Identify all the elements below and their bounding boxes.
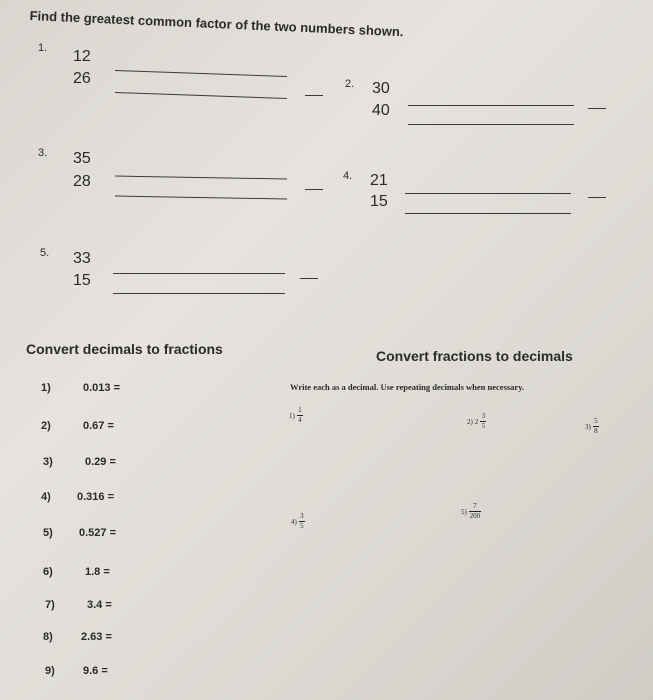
fraction-item-3	[585, 418, 599, 435]
equals-sign: =	[107, 491, 115, 503]
fraction-item-4	[291, 513, 305, 530]
denominator: 4	[298, 416, 302, 424]
decimal-value: 9.6	[83, 665, 99, 677]
fractions-instruction: Write each as a decimal. Use repeating decimals when necessary.	[290, 382, 525, 392]
problem-3-label: 3.	[38, 147, 48, 159]
fraction	[593, 418, 599, 435]
equals-sign: =	[103, 566, 110, 578]
decimal-label: 1)	[41, 382, 51, 394]
decimal-item-7	[45, 599, 112, 611]
problem-2-label: 2.	[345, 78, 355, 90]
problem-4-gcf-blank[interactable]	[588, 197, 606, 198]
decimal-value: 1.8	[85, 566, 101, 578]
decimal-value: 0.013	[83, 382, 111, 394]
decimal-value: 3.4	[87, 599, 103, 611]
decimal-item-1	[41, 382, 120, 394]
numerator: 1	[298, 406, 302, 414]
decimal-item-6	[43, 566, 110, 578]
fraction-label: 5)	[461, 507, 467, 516]
decimal-label: 4)	[41, 491, 51, 503]
problem-3-number-a: 35	[73, 150, 91, 167]
problem-4-number-a: 21	[370, 172, 388, 189]
fraction	[480, 413, 486, 430]
decimal-value: 0.29	[85, 456, 107, 468]
decimal-label: 5)	[43, 527, 53, 539]
decimal-label: 9)	[45, 665, 55, 677]
fraction	[299, 513, 305, 530]
decimal-item-2	[41, 420, 114, 432]
problem-5-answer-line-a[interactable]	[113, 273, 285, 274]
problem-1-answer-line-a[interactable]	[115, 70, 287, 77]
problem-2-number-a: 30	[372, 80, 390, 97]
problem-1-gcf-blank[interactable]	[305, 95, 323, 96]
problem-2-answer-line-a[interactable]	[408, 105, 574, 106]
problem-5-label: 5.	[40, 247, 50, 259]
decimal-value: 0.527	[79, 527, 107, 539]
denominator: 8	[594, 427, 598, 435]
numerator: 3	[481, 412, 486, 420]
problem-5-number-b: 15	[73, 272, 91, 289]
problem-1-label: 1.	[38, 42, 48, 54]
problem-4-number-b: 15	[370, 193, 388, 210]
numerator: 3	[300, 512, 304, 520]
decimal-value: 0.316	[77, 491, 105, 503]
equals-sign: =	[101, 665, 108, 677]
decimal-value: 0.67	[83, 420, 105, 432]
problem-2-number-b: 40	[372, 102, 390, 119]
decimal-label: 7)	[45, 599, 55, 611]
problem-4-answer-line-a[interactable]	[405, 193, 571, 194]
problem-4-answer-line-b[interactable]	[405, 213, 571, 214]
decimal-item-4	[41, 491, 114, 503]
equals-sign: =	[113, 382, 121, 394]
fraction-label: 1)	[289, 411, 295, 420]
problem-5-number-a: 33	[73, 250, 91, 267]
fractions-heading: Convert fractions to decimals	[376, 348, 573, 364]
problem-3-answer-line-b[interactable]	[115, 195, 287, 199]
fraction-label: 4)	[291, 517, 297, 526]
decimal-item-9	[45, 665, 108, 677]
fraction-label: 3)	[585, 422, 591, 431]
equals-sign: =	[105, 631, 112, 643]
problem-4-label: 4.	[343, 170, 353, 182]
decimal-item-3	[43, 456, 116, 468]
problem-5-gcf-blank[interactable]	[300, 278, 318, 279]
problem-5-answer-line-b[interactable]	[113, 293, 285, 294]
equals-sign: =	[107, 420, 114, 432]
fraction-item-5	[461, 503, 481, 520]
problem-1-answer-line-b[interactable]	[115, 92, 287, 99]
denominator: 5	[481, 422, 486, 430]
problem-2-gcf-blank[interactable]	[588, 108, 606, 109]
problem-1-number-b: 26	[73, 70, 91, 87]
decimal-item-5	[43, 527, 116, 539]
fraction-item-2	[467, 413, 486, 430]
fraction	[469, 503, 481, 520]
fraction-item-1	[289, 407, 303, 424]
decimal-value: 2.63	[81, 631, 103, 643]
decimal-label: 8)	[43, 631, 53, 643]
equals-sign: =	[109, 527, 117, 539]
decimal-item-8	[43, 631, 112, 643]
problem-3-number-b: 28	[73, 173, 91, 190]
problem-1-number-a: 12	[73, 48, 91, 65]
decimal-label: 2)	[41, 420, 51, 432]
decimals-heading: Convert decimals to fractions	[26, 341, 223, 357]
fraction-label: 2)	[467, 417, 473, 426]
fraction	[297, 407, 303, 424]
denominator: 5	[300, 522, 304, 530]
numerator: 5	[594, 417, 598, 425]
whole-number: 2	[474, 417, 479, 426]
denominator: 200	[469, 512, 481, 520]
decimal-label: 6)	[43, 566, 53, 578]
problem-2-answer-line-b[interactable]	[408, 124, 574, 125]
problem-3-answer-line-a[interactable]	[115, 175, 287, 179]
equals-sign: =	[105, 599, 112, 611]
gcf-title: Find the greatest common factor of the two numbers shown.	[29, 8, 404, 40]
problem-3-gcf-blank[interactable]	[305, 189, 323, 190]
equals-sign: =	[109, 456, 116, 468]
numerator: 7	[473, 502, 477, 510]
decimal-label: 3)	[43, 456, 53, 468]
